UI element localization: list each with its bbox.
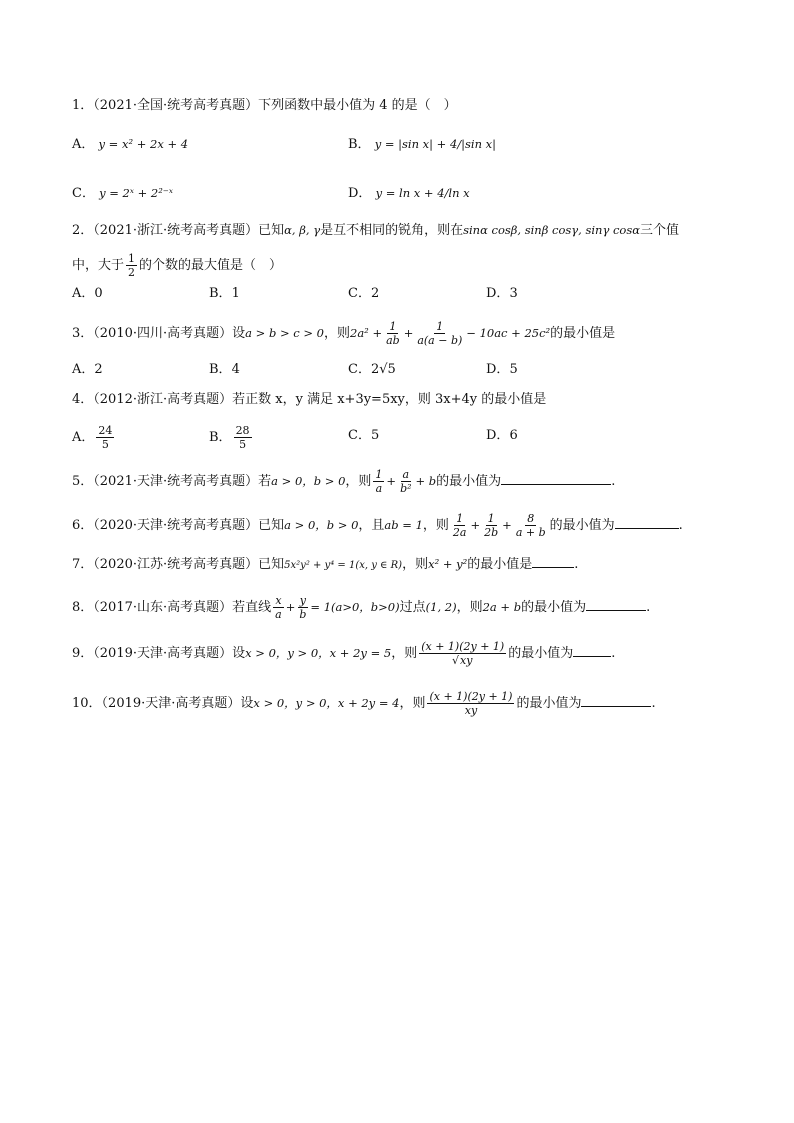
fraction [234,424,252,451]
option-expression: y = |sin x| + 4/|sin x| [374,137,497,151]
question-stem: 的最小值为 [508,646,574,661]
option-1b [348,134,496,155]
punctuation: . [651,696,656,711]
question-2-line-2 [72,252,732,279]
denominator: √xy [451,654,473,667]
math-expression: 2a + b [482,600,522,614]
math-expression: − 10ac + 25c² [466,326,551,340]
option-label: B． [348,137,371,152]
question-stem: 的最小值为 [521,600,587,615]
question-stem: ，则 [399,696,426,711]
denominator: a + b [515,526,546,539]
question-stem: 过点 [399,600,426,615]
option-label: C． [348,428,371,443]
option-label: C． [348,286,371,301]
punctuation: . [574,557,579,572]
punctuation: . [611,646,616,661]
answer-blank[interactable] [581,694,651,707]
question-10 [72,690,732,717]
answer-blank[interactable] [573,644,611,657]
fraction [398,468,413,495]
question-source: （2019·天津·高考真题） [93,646,233,661]
question-stem: ，则 [456,600,483,615]
question-stem: ，且 [358,518,385,533]
math-expression: + [285,600,296,614]
math-expression: 2a² + [350,326,383,340]
option-value: 5 [509,362,518,377]
numerator: 8 [527,512,535,525]
fraction [419,640,506,667]
question-7 [72,554,732,576]
question-source: （2019·天津·高考真题） [101,696,241,711]
math-expression: x > 0，y > 0，x + 2y = 4 [253,696,400,710]
math-expression: sinα cosβ, sinβ cosγ, sinγ cosα [463,223,641,237]
fraction [514,512,548,539]
option-expression: y = ln x + 4/ln x [375,186,470,200]
question-source: （2010·四川·高考真题） [93,326,233,341]
denominator: 5 [239,438,247,451]
math-expression: 5x²y² + y⁴ = 1(x, y ∈ R) [284,560,403,571]
question-stem: 若 [258,474,272,489]
punctuation: . [678,518,683,533]
numerator: 1 [487,512,495,525]
math-expression: + [386,474,397,488]
numerator: 1 [436,320,444,333]
math-expression: (1, 2) [425,600,457,614]
question-4 [72,390,732,410]
question-8 [72,594,732,621]
denominator: a [275,608,282,621]
denominator: xy [464,704,478,717]
punctuation: . [611,474,616,489]
option-value: 3 [509,286,518,301]
option-4c [348,426,379,446]
denominator: 2b [484,526,499,539]
radicand: xy [460,654,473,667]
question-stem: 设 [240,696,254,711]
option-2a [72,284,103,304]
numerator: 28 [235,424,250,437]
numerator: a [402,468,410,481]
math-expression: + b [415,474,437,488]
question-1 [72,96,732,116]
option-3b [209,360,240,380]
math-expression: a > 0，b > 0 [271,474,346,488]
option-value: 0 [94,286,103,301]
question-stem: 的最小值为 [549,518,615,533]
question-stem: 中，大于 [72,258,125,273]
option-2c [348,284,379,304]
option-label: C． [72,186,95,201]
question-source: （2021·浙江·统考高考真题） [93,223,259,238]
question-number: 6． [72,518,94,533]
denominator: 2 [128,266,136,279]
denominator: ab [386,334,400,347]
numerator: 1 [375,468,383,481]
question-stem: 设 [232,646,246,661]
math-expression: + [403,326,414,340]
question-source: （2021·全国·统考高考真题） [93,98,259,113]
question-number: 1． [72,98,94,113]
question-number: 9． [72,646,94,661]
fraction [273,594,284,621]
option-expression: y = x² + 2x + 4 [98,137,189,151]
option-label: A． [72,362,95,377]
math-expression: a > 0，b > 0 [284,518,359,532]
denominator: b [299,608,307,621]
option-label: A． [72,286,95,301]
question-stem: ，则 [323,326,350,341]
math-expression: + [470,518,481,532]
question-stem: 的个数的最大值是（ ） [139,258,283,273]
option-4a [72,424,116,451]
math-expression: α, β, γ [284,223,321,237]
question-source: （2017·山东·高考真题） [93,600,233,615]
option-label: D． [486,362,510,377]
option-value: 4 [231,362,240,377]
numerator: (x + 1)(2y + 1) [421,640,505,653]
option-value: 6 [509,428,518,443]
question-5 [72,468,732,495]
question-stem: 已知 [258,557,285,572]
denominator: 2a [452,526,467,539]
fraction [415,320,464,347]
option-label: A． [72,430,95,445]
option-label: A． [72,137,95,152]
option-label: B． [209,286,232,301]
option-1a [72,134,188,155]
question-9 [72,640,732,667]
option-2b [209,284,240,304]
math-expression: ab = 1 [384,518,423,532]
option-2d [486,284,518,304]
question-number: 3． [72,326,94,341]
option-3a [72,360,103,380]
denominator: b² [400,482,412,495]
question-number: 10． [72,696,102,711]
question-stem: 是互不相同的锐角，则在 [320,223,464,238]
denominator: a(a − b) [417,334,463,347]
question-stem: ，则 [402,557,429,572]
question-stem: 已知 [258,223,285,238]
punctuation: . [646,600,651,615]
option-label: B． [209,362,232,377]
option-label: C． [348,362,371,377]
option-1d [348,183,470,204]
question-number: 8． [72,600,94,615]
question-stem: 的最小值为 [516,696,582,711]
option-value: 2 [94,362,103,377]
option-value: 5 [370,428,380,443]
question-stem: ，则 [422,518,449,533]
numerator: 24 [98,424,113,437]
fraction [96,424,114,451]
question-2 [72,220,732,241]
numerator: y [299,594,306,607]
math-expression: = 1(a>0，b>0) [310,600,400,614]
question-source: （2021·天津·统考高考真题） [93,474,259,489]
fraction [384,320,402,347]
denominator: a [375,482,383,495]
option-label: B． [209,430,232,445]
option-value: 2√5 [370,362,396,377]
answer-blank[interactable] [586,598,646,611]
fraction [373,468,384,495]
question-number: 2． [72,223,94,238]
option-label: D． [486,286,510,301]
question-stem: ，则 [345,474,372,489]
numerator: 1 [389,320,397,333]
math-expression: + [502,518,512,532]
math-expression: x > 0，y > 0，x + 2y = 5 [245,646,392,660]
question-stem: 的最小值为 [436,474,502,489]
answer-blank[interactable] [532,555,574,568]
question-6 [72,512,732,539]
option-3d [486,360,518,380]
fraction [482,512,500,539]
option-label: D． [348,186,372,201]
fraction [451,512,469,539]
option-expression: y = 2ˣ + 2²⁻ˣ [99,186,173,200]
question-source: （2012·浙江·高考真题） [93,392,233,407]
answer-blank[interactable] [615,516,679,529]
math-expression: a > b > c > 0 [245,326,324,340]
question-number: 5． [72,474,94,489]
question-stem: 下列函数中最小值为 4 的是（ ） [258,98,457,113]
question-stem: 设 [232,326,246,341]
question-stem: 的最小值是 [550,326,616,341]
question-3 [72,320,732,347]
numerator: 1 [128,252,136,265]
option-3c [348,360,396,380]
fraction [297,594,308,621]
question-stem: 若直线 [232,600,272,615]
math-expression: x² + y² [428,557,468,571]
question-source: （2020·江苏·统考高考真题） [93,557,259,572]
answer-blank[interactable] [501,472,611,485]
numerator: 1 [456,512,464,525]
option-value: 1 [231,286,240,301]
option-1c [72,183,173,204]
option-label: D． [486,428,510,443]
numerator: x [275,594,282,607]
question-stem: 已知 [258,518,285,533]
option-value: 2 [370,286,380,301]
question-stem: 的最小值是 [467,557,533,572]
question-stem: 若正数 x，y 满足 x+3y=5xy，则 3x+4y 的最小值是 [232,392,547,407]
fraction [126,252,137,279]
denominator: 5 [101,438,109,451]
question-number: 7． [72,557,94,572]
question-stem: 三个值 [640,223,680,238]
question-stem: ，则 [391,646,418,661]
option-4d [486,426,518,446]
fraction [427,690,514,717]
numerator: (x + 1)(2y + 1) [429,690,513,703]
question-number: 4． [72,392,94,407]
question-source: （2020·天津·统考高考真题） [93,518,259,533]
option-4b [209,424,254,451]
